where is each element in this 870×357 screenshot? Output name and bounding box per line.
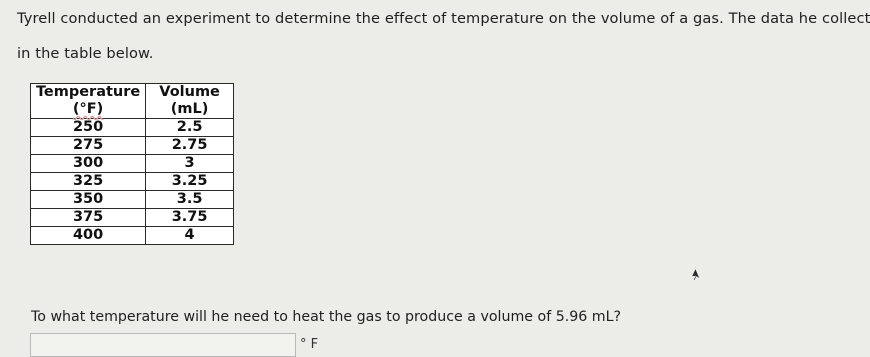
table-header-row — [31, 84, 234, 119]
question-prompt: To what temperature will he need to heat the gas to produce a volume of 5.96 mL? — [31, 309, 622, 325]
volume-cell: 3 — [146, 155, 234, 173]
table-row — [31, 191, 234, 209]
volume-cell: 4 — [146, 227, 234, 245]
volume-header — [146, 84, 234, 119]
answer-unit-label: ° F — [300, 337, 319, 352]
volume-cell: 2.75 — [146, 137, 234, 155]
table-row — [31, 119, 234, 137]
table-row — [31, 227, 234, 245]
question-text-line-2: in the table below. — [17, 45, 154, 62]
temperature-cell: 400 — [31, 227, 146, 245]
volume-header-unit: (mL) — [170, 101, 209, 117]
volume-cell: 3.75 — [146, 209, 234, 227]
temperature-cell: 250 — [31, 119, 146, 137]
table-row — [31, 137, 234, 155]
answer-input[interactable] — [30, 333, 296, 357]
temperature-cell: 350 — [31, 191, 146, 209]
table-row — [31, 155, 234, 173]
temperature-header-name: Temperature — [35, 84, 141, 100]
temperature-cell: 275 — [31, 137, 146, 155]
volume-cell: 2.5 — [146, 119, 234, 137]
table-row — [31, 173, 234, 191]
temperature-cell: 375 — [31, 209, 146, 227]
temperature-header — [31, 84, 146, 119]
mouse-pointer-icon — [691, 268, 701, 281]
question-text-line-1: Tyrell conducted an experiment to determine the effect of temperature on the volume of a gas. The data he collect — [17, 10, 870, 27]
volume-cell: 3.5 — [146, 191, 234, 209]
temperature-cell: 300 — [31, 155, 146, 173]
temperature-header-unit: (°F) — [72, 101, 104, 117]
temperature-cell: 325 — [31, 173, 146, 191]
table-row — [31, 209, 234, 227]
volume-cell: 3.25 — [146, 173, 234, 191]
volume-header-name: Volume — [159, 84, 220, 100]
data-table — [30, 83, 234, 245]
